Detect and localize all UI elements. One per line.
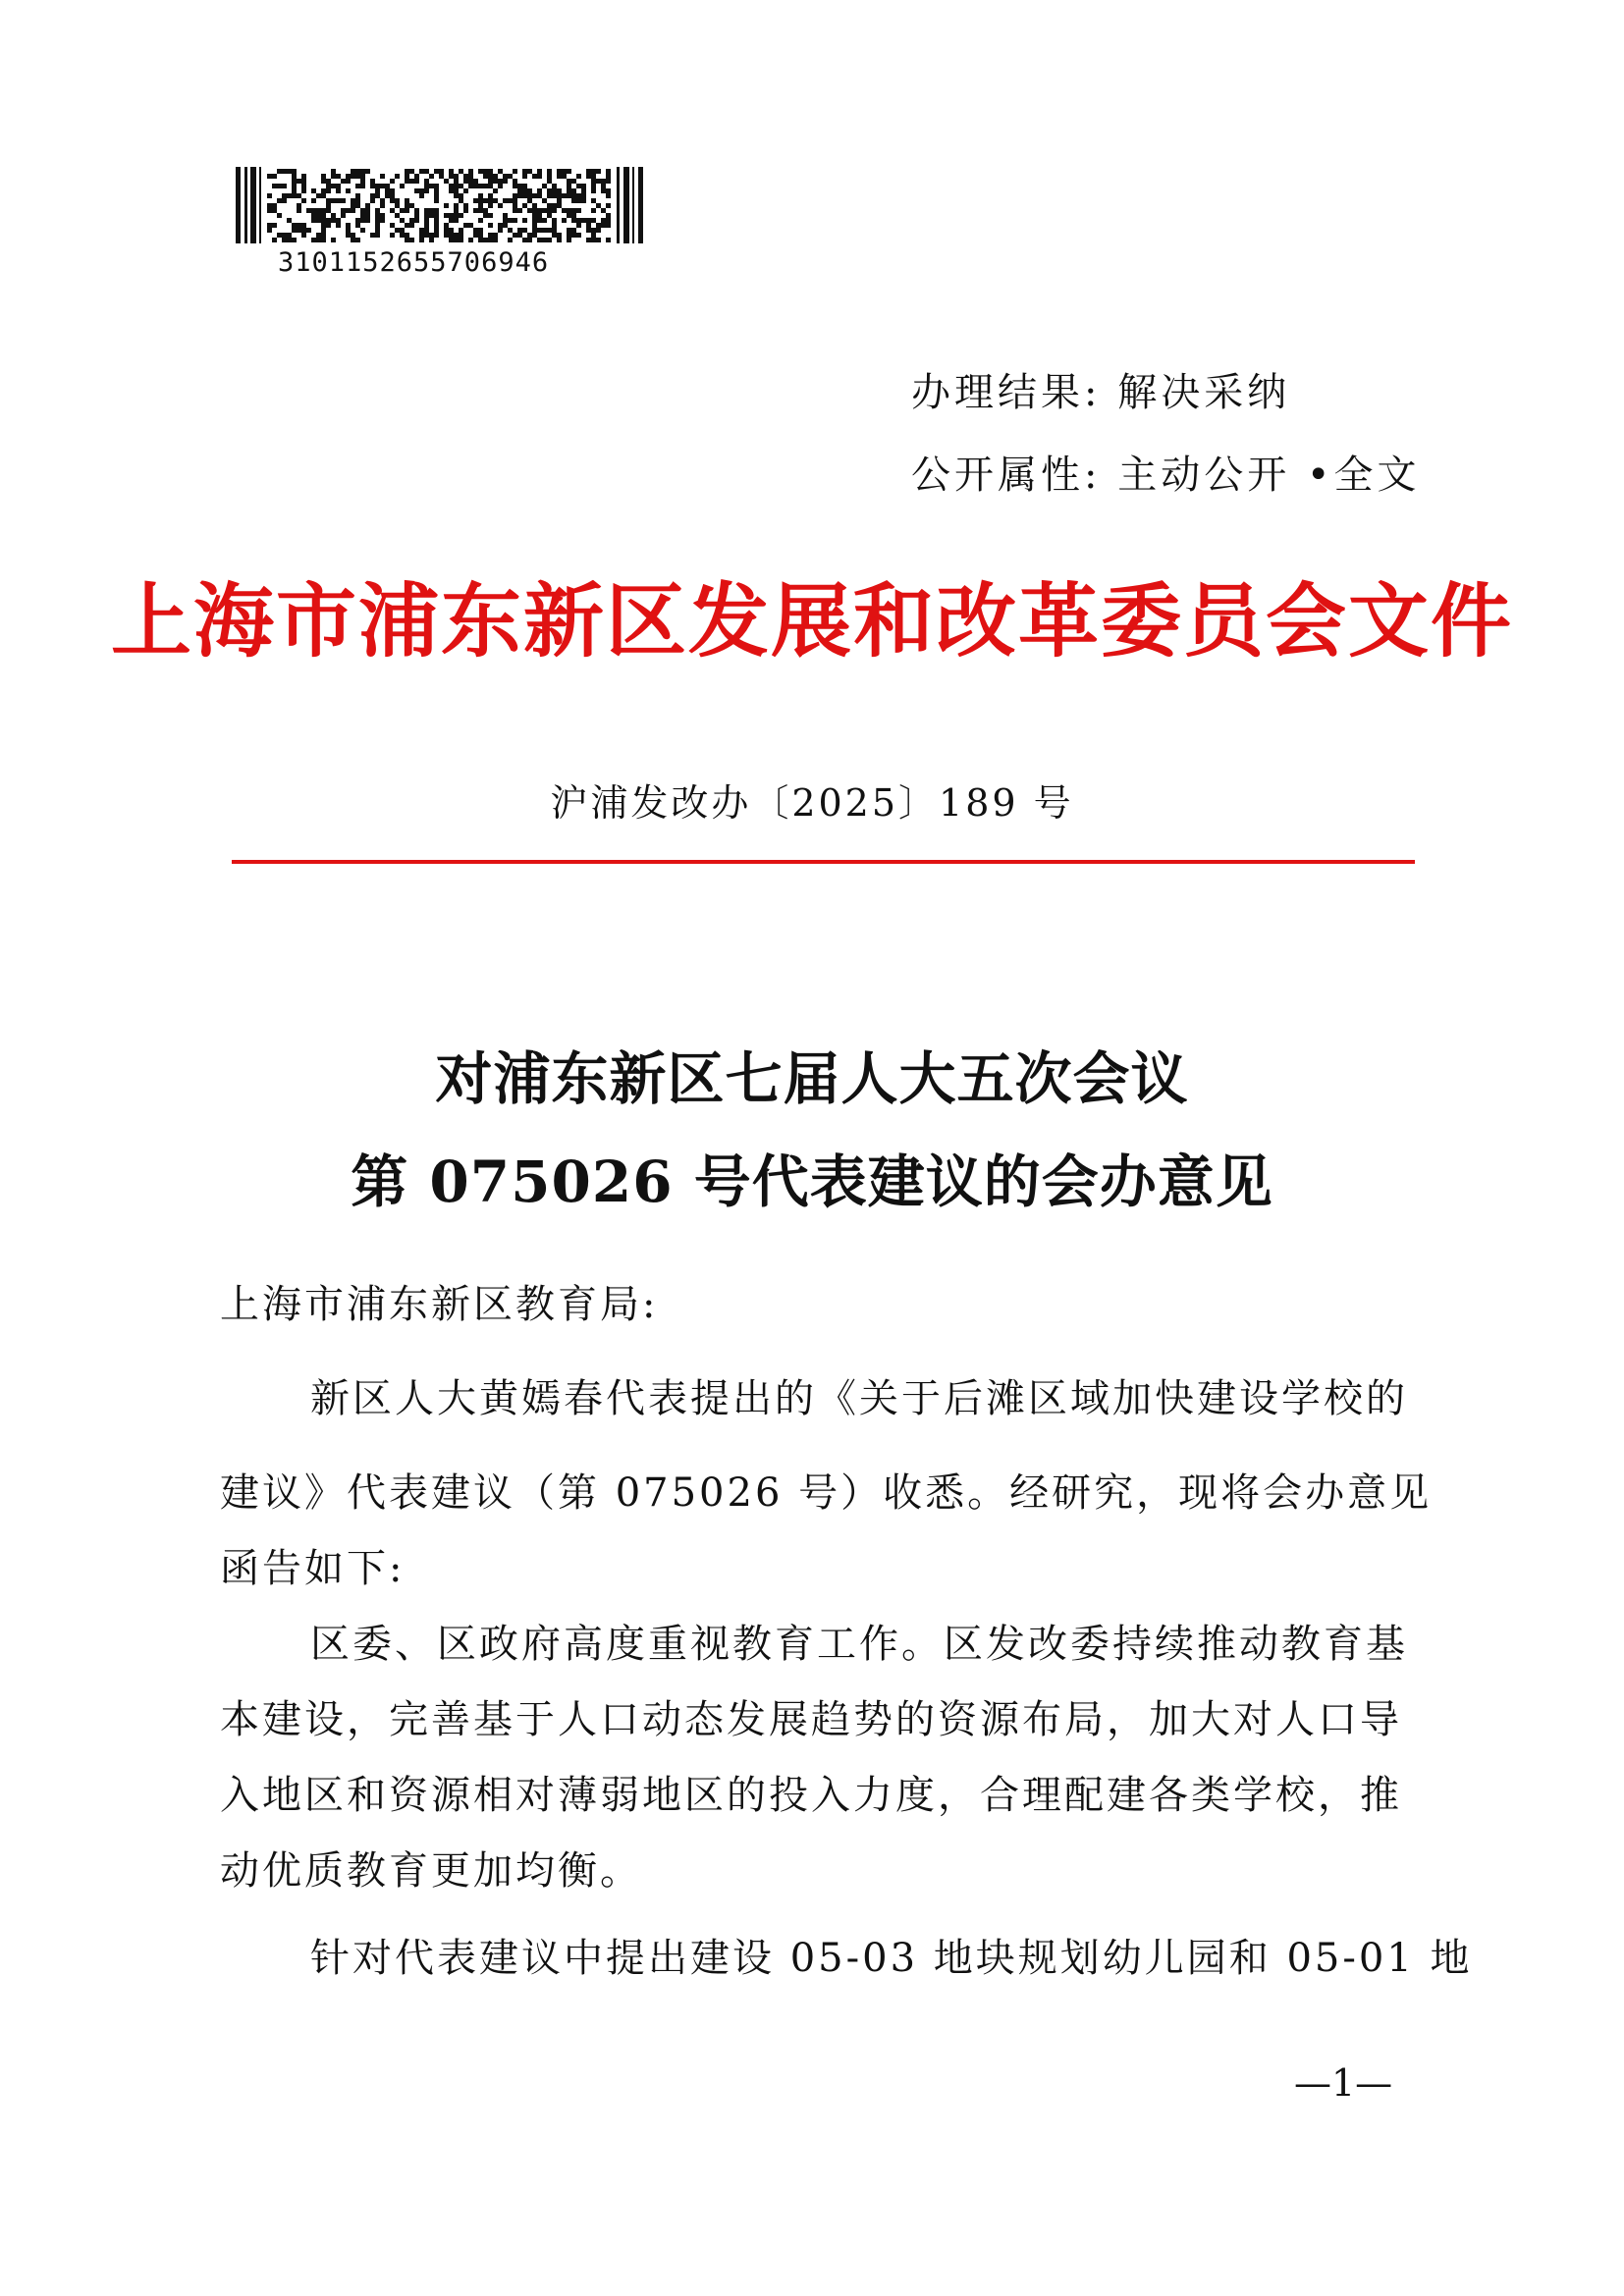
body-line: 区委、区政府高度重视教育工作。区发改委持续推动教育基 <box>310 1622 1408 1667</box>
body-line: 建议》代表建议（第 075026 号）收悉。经研究，现将会办意见 <box>220 1470 1433 1516</box>
document-title-line-1: 对浦东新区七届人大五次会议 <box>435 1045 1189 1112</box>
document-title-line-2: 第 075026 号代表建议的会办意见 <box>351 1148 1273 1215</box>
page-number: —1— <box>1294 2061 1393 2105</box>
body-line: 动优质教育更加均衡。 <box>220 1848 642 1894</box>
disclosure-attribute: 公开属性: 主动公开 •全文 <box>911 453 1421 498</box>
body-line: 上海市浦东新区教育局: <box>220 1282 659 1327</box>
document-number: 沪浦发改办〔2025〕189 号 <box>550 781 1074 825</box>
barcode-image <box>236 167 648 243</box>
body-line: 新区人大黄嫣春代表提出的《关于后滩区域加快建设学校的 <box>310 1376 1408 1421</box>
barcode-number: 3101152655706946 <box>278 247 550 278</box>
body-line: 针对代表建议中提出建设 05-03 地块规划幼儿园和 05-01 地 <box>310 1936 1473 1981</box>
agency-title: 上海市浦东新区发展和改革委员会文件 <box>110 574 1513 668</box>
body-line: 入地区和资源相对薄弱地区的投入力度，合理配建各类学校，推 <box>220 1773 1402 1818</box>
body-line: 函告如下: <box>220 1546 406 1591</box>
red-divider <box>232 860 1415 864</box>
handling-result: 办理结果: 解决采纳 <box>911 370 1291 415</box>
body-line: 本建设，完善基于人口动态发展趋势的资源布局，加大对人口导 <box>220 1697 1402 1742</box>
